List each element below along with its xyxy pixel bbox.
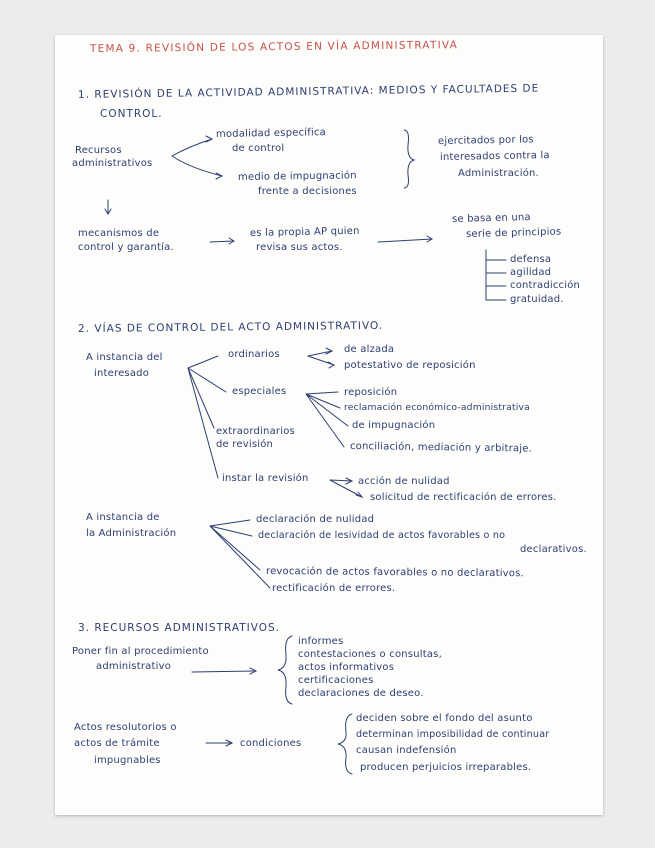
list1-item: contestaciones o consultas,: [298, 649, 442, 660]
list1-item: certificaciones: [298, 675, 374, 686]
poner-fin-label: Poner fin al procedimiento: [72, 646, 209, 657]
propia-text-cont: revisa sus actos.: [256, 242, 343, 253]
list1-item: informes: [298, 636, 344, 647]
list2-item: producen perjuicios irreparables.: [360, 762, 532, 773]
mecanismos-label: mecanismos de: [78, 228, 160, 239]
recursos-label: Recursos: [75, 145, 122, 156]
ejercitados-text-cont: interesados contra la: [439, 150, 550, 163]
decl-lesividad-text-cont: declarativos.: [520, 544, 587, 555]
basa-text-cont: serie de principios: [465, 226, 562, 240]
list2-item: determinan imposibilidad de continuar: [356, 729, 550, 740]
extraordinarios-label: extraordinarios: [216, 426, 295, 437]
especiales-label: especiales: [232, 386, 287, 397]
recursos-label-cont: administrativos: [72, 158, 153, 169]
list1-item: actos informativos: [298, 662, 395, 673]
principle-item: agilidad: [510, 267, 552, 278]
section-1-heading-cont: CONTROL.: [100, 108, 163, 120]
list2-item: deciden sobre el fondo del asunto: [356, 713, 533, 724]
instancia-interesado-cont: interesado: [94, 368, 150, 379]
rectificacion-text: rectificación de errores.: [272, 583, 396, 594]
decl-nulidad-text: declaración de nulidad: [256, 514, 375, 525]
ordinarios-label: ordinarios: [228, 349, 280, 360]
mecanismos-label-cont: control y garantía.: [78, 242, 174, 253]
list2-item: causan indefensión: [356, 745, 457, 756]
principle-item: defensa: [510, 254, 552, 265]
instancia-administracion-cont: la Administración: [86, 528, 177, 539]
potestativo-text: potestativo de reposición: [344, 360, 476, 371]
instancia-interesado: A instancia del: [86, 352, 163, 363]
medio-text: medio de impugnación: [237, 170, 357, 183]
section-1-heading: 1. REVISIÓN DE LA ACTIVIDAD ADMINISTRATIVA: MEDIOS Y FACULTADES DE: [77, 82, 540, 101]
revocacion-text: revocación de actos favorables o no declarativos.: [265, 566, 524, 580]
section-2-heading: 2. VÍAS DE CONTROL DEL ACTO ADMINISTRATIVO.: [77, 319, 384, 335]
reposicion-text: reposición: [344, 387, 398, 398]
conciliacion-text: conciliación, mediación y arbitraje.: [349, 441, 533, 455]
medio-text-cont: frente a decisiones: [258, 186, 357, 197]
reclamacion-text: reclamación económico-administrativa: [344, 402, 530, 413]
modalidad-text: modalidad específica: [215, 127, 327, 140]
section-3-heading: 3. RECURSOS ADMINISTRATIVOS.: [78, 622, 280, 634]
propia-text: es la propia AP quien: [249, 225, 360, 239]
actos-label-end: impugnables: [94, 755, 161, 766]
actos-label: Actos resolutorios o: [74, 722, 177, 733]
ejercitados-text: ejercitados por los: [437, 134, 534, 147]
extraordinarios-label-cont: de revisión: [216, 439, 274, 450]
instancia-administracion: A instancia de: [86, 512, 160, 523]
actos-label-cont: actos de trámite: [74, 738, 160, 749]
accion-text: acción de nulidad: [358, 476, 450, 487]
condiciones-label: condiciones: [240, 738, 302, 749]
impugnacion-text: de impugnación: [352, 420, 436, 431]
list1-item: declaraciones de deseo.: [298, 688, 424, 699]
basa-text: se basa en una: [451, 211, 531, 225]
modalidad-text-cont: de control: [232, 143, 285, 154]
solicitud-text: solicitud de rectificación de errores.: [370, 492, 557, 503]
principle-item: gratuidad.: [510, 294, 564, 305]
poner-fin-label-cont: administrativo: [96, 661, 172, 672]
ejercitados-text-end: Administración.: [458, 168, 539, 179]
principle-item: contradicción: [510, 280, 581, 291]
instar-label: instar la revisión: [222, 473, 309, 484]
page-title: TEMA 9. REVISIÓN DE LOS ACTOS EN VÍA ADMINISTRATIVA: [89, 39, 458, 55]
decl-lesividad-text: declaración de lesividad de actos favorables o no: [258, 530, 506, 541]
alzada-text: de alzada: [344, 344, 395, 355]
